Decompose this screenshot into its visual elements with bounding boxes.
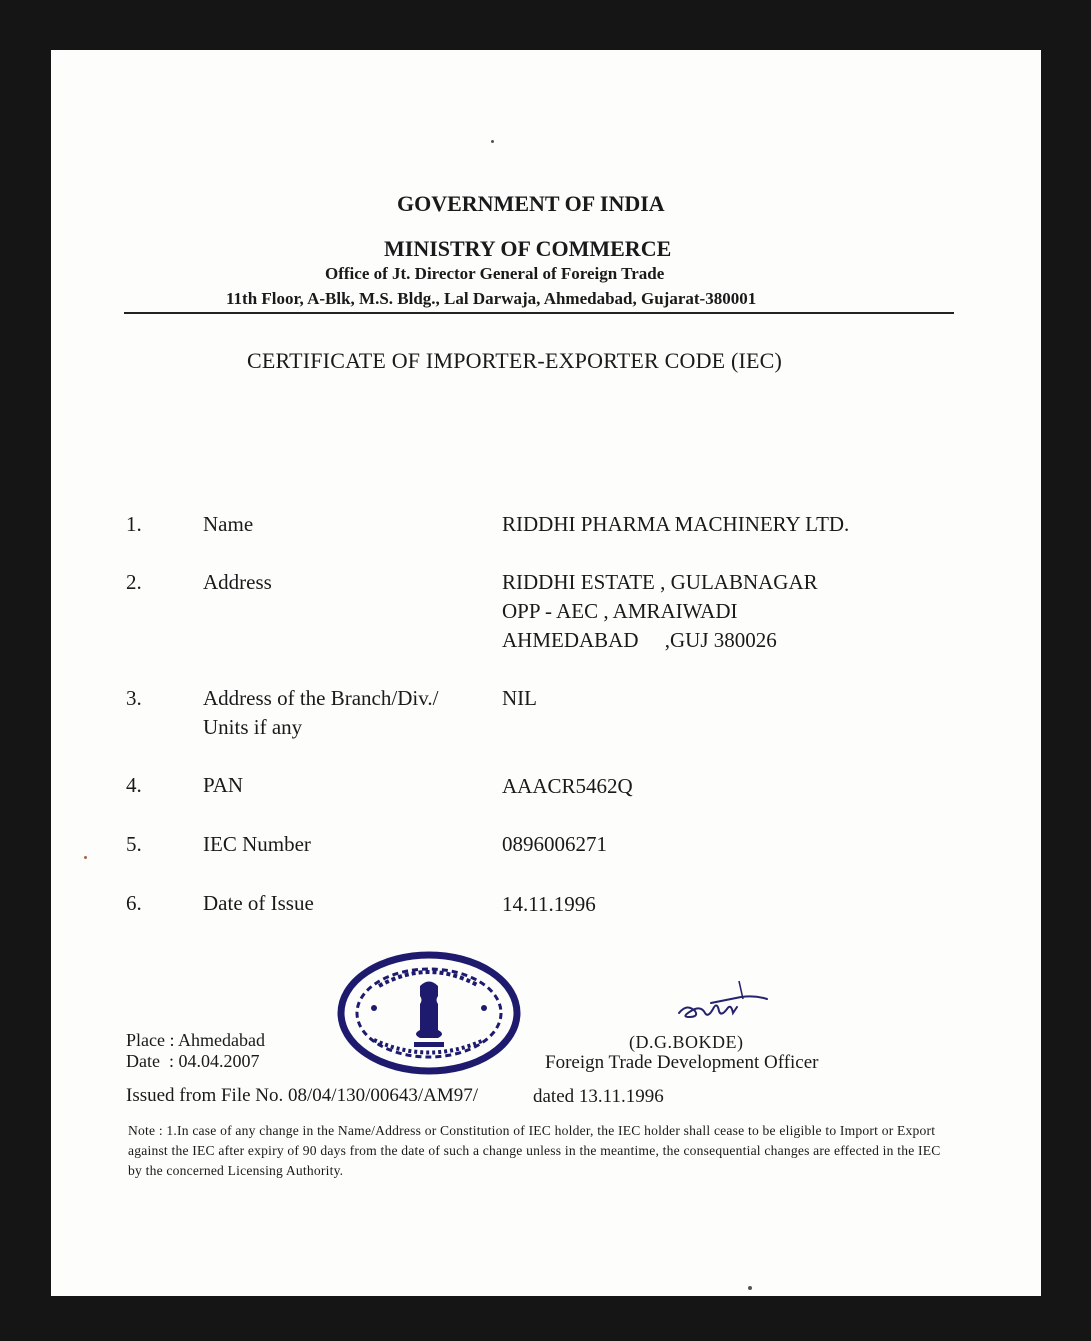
- row-number: 2.: [126, 570, 142, 594]
- name-value: RIDDHI PHARMA MACHINERY LTD.: [502, 512, 850, 536]
- certificate-title: CERTIFICATE OF IMPORTER-EXPORTER CODE (IEC): [247, 348, 783, 373]
- certificate-document: [51, 50, 1041, 1296]
- name-label: Name: [203, 512, 254, 536]
- row-number: 3.: [126, 686, 142, 710]
- pan-value: AAACR5462Q: [502, 774, 633, 798]
- file-dated: dated 13.11.1996: [533, 1086, 664, 1107]
- address-line-3: AHMEDABAD ,GUJ 380026: [502, 628, 777, 652]
- office-subheading: Office of Jt. Director General of Foreign Trade: [325, 264, 665, 283]
- official-seal-stamp: [334, 948, 524, 1078]
- row-number: 5.: [126, 832, 142, 856]
- date-of-issue-value: 14.11.1996: [502, 892, 596, 916]
- speck: [491, 140, 494, 143]
- ministry-heading: MINISTRY OF COMMERCE: [384, 236, 672, 261]
- branch-value: NIL: [502, 686, 537, 710]
- address-label: Address: [203, 570, 272, 594]
- signatory-designation: Foreign Trade Development Officer: [545, 1052, 819, 1073]
- row-number: 6.: [126, 891, 142, 915]
- government-heading: GOVERNMENT OF INDIA: [397, 191, 665, 216]
- note-paragraph: Note : 1.In case of any change in the Name/Address or Constitution of IEC holder, the IEC holder shall cease to be eligible to Import or Export against the IEC after expiry of 90 days from the date of such a change unless in the meantime, the consequential changes are effected in the IEC by the concerned Licensing Authority.: [128, 1123, 941, 1178]
- speck: [748, 1286, 752, 1290]
- date-text: Date : 04.04.2007: [126, 1051, 260, 1071]
- address-line-1: RIDDHI ESTATE , GULABNAGAR: [502, 570, 818, 594]
- pan-label: PAN: [203, 773, 244, 797]
- date-of-issue-label: Date of Issue: [203, 891, 314, 915]
- speck: [84, 856, 87, 859]
- iec-number-value: 0896006271: [502, 832, 607, 856]
- address-line-2: OPP - AEC , AMRAIWADI: [502, 599, 738, 623]
- branch-label-line-2: Units if any: [203, 715, 303, 739]
- branch-label-line-1: Address of the Branch/Div./: [203, 686, 439, 710]
- row-number: 1.: [126, 512, 142, 536]
- iec-number-label: IEC Number: [203, 832, 311, 856]
- issued-from-file: Issued from File No. 08/04/130/00643/AM97/: [126, 1085, 479, 1106]
- place-text: Place : Ahmedabad: [126, 1030, 265, 1050]
- handwritten-signature: [671, 975, 791, 1030]
- row-number: 4.: [126, 773, 142, 797]
- office-address: 11th Floor, A-Blk, M.S. Bldg., Lal Darwaja, Ahmedabad, Gujarat-380001: [226, 289, 757, 308]
- header-divider: [124, 312, 954, 314]
- signatory-name: (D.G.BOKDE): [629, 1032, 744, 1052]
